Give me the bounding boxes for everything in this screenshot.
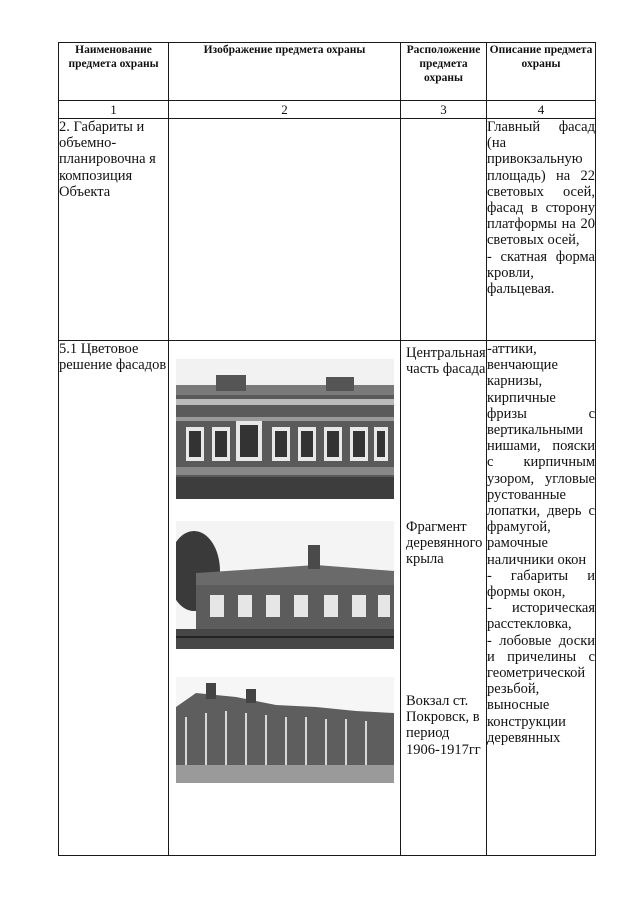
facade-central-photo (176, 359, 394, 499)
row-name: 2. Габариты и объемно-планировочна я композиция Объекта (59, 119, 169, 341)
row-description: -аттики, венчающие карнизы, кирпичные фризы с вертикальными нишами, пояски с кирпичным узором, угловые рустованные лопатки, дверь с фрамугой, рамочные наличники окон - габариты и формы окон, - историческая расстекловка, - лобовые доски и причелины с геометрической резьбой, выносные конструкции деревянных (487, 341, 596, 856)
column-number: 4 (487, 101, 596, 119)
table-row (59, 341, 596, 856)
header-name: Наименование предмета охраны (59, 43, 169, 101)
row-name: 5.1 Цветовое решение фасадов (59, 341, 169, 856)
row-image-empty (169, 119, 401, 341)
wooden-wing-photo (176, 521, 394, 649)
row-locations (401, 341, 487, 856)
header-location: Расположение предмета охраны (401, 43, 487, 101)
location-wooden-wing: Фрагмент деревянного крыла (406, 519, 483, 568)
header-image: Изображение предмета охраны (169, 43, 401, 101)
row-description: Главный фасад (на привокзальную площадь) на 22 световых осей, фасад в сторону платформы на 20 световых осей, - скатная форма кровли, фальцевая. (487, 119, 596, 341)
header-row (59, 43, 596, 101)
column-number: 3 (401, 101, 487, 119)
row-location (401, 119, 487, 341)
location-central: Центральная часть фасада (406, 345, 486, 378)
row-images (169, 341, 401, 856)
header-description: Описание предмета охраны (487, 43, 596, 101)
historic-station-photo (176, 677, 394, 783)
column-number: 1 (59, 101, 169, 119)
column-number: 2 (169, 101, 401, 119)
location-historic: Вокзал ст. Покровск, в период 1906-1917гг (406, 693, 481, 758)
table-row (59, 119, 596, 341)
column-number-row (59, 101, 596, 119)
protection-subjects-table (58, 42, 596, 856)
